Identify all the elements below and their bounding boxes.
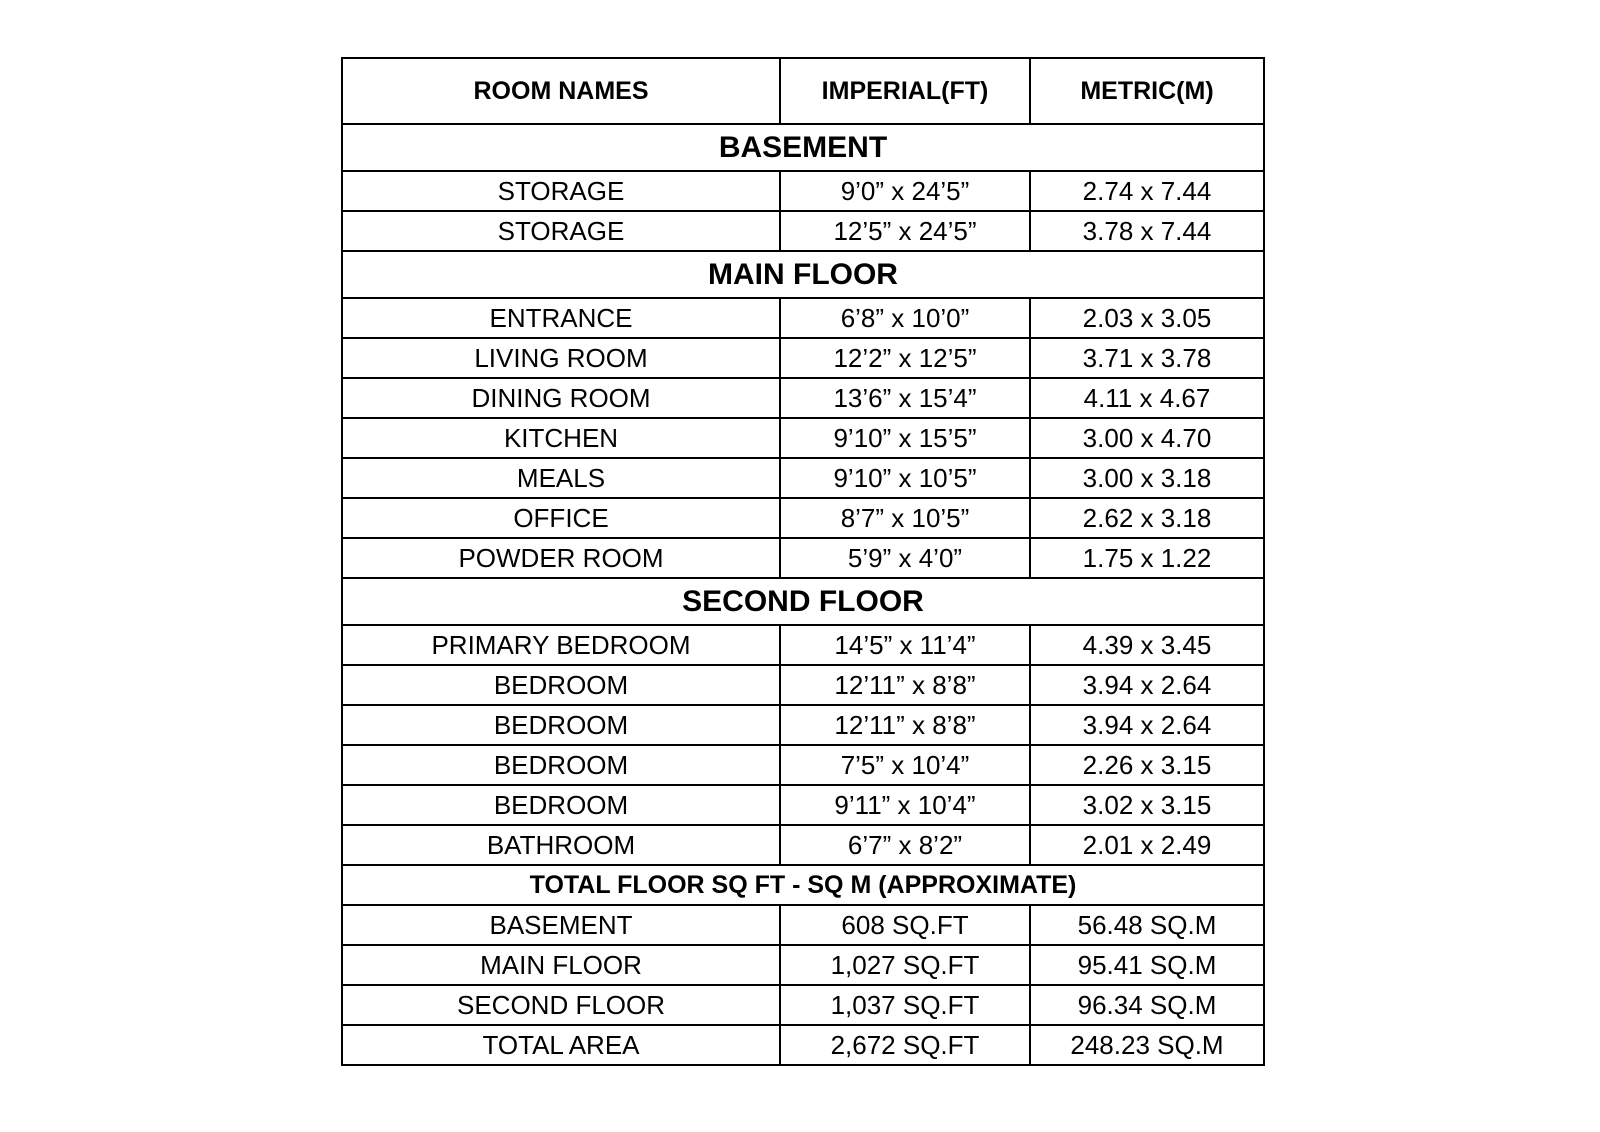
header-room-names: ROOM NAMES: [342, 58, 780, 124]
imperial-cell: 9’10” x 15’5”: [780, 418, 1030, 458]
room-name-cell: DINING ROOM: [342, 378, 780, 418]
imperial-cell: 1,037 SQ.FT: [780, 985, 1030, 1025]
imperial-cell: 1,027 SQ.FT: [780, 945, 1030, 985]
section-title-row: [342, 124, 1264, 171]
table-row: [342, 298, 1264, 338]
metric-cell: 4.39 x 3.45: [1030, 625, 1264, 665]
section-title-row: [342, 865, 1264, 905]
section-title-second-floor: SECOND FLOOR: [342, 578, 1264, 625]
room-name-cell: BEDROOM: [342, 785, 780, 825]
metric-cell: 2.26 x 3.15: [1030, 745, 1264, 785]
metric-cell: 3.02 x 3.15: [1030, 785, 1264, 825]
imperial-cell: 608 SQ.FT: [780, 905, 1030, 945]
metric-cell: 3.94 x 2.64: [1030, 705, 1264, 745]
metric-cell: 2.62 x 3.18: [1030, 498, 1264, 538]
section-title-row: [342, 578, 1264, 625]
table-row: [342, 905, 1264, 945]
room-name-cell: POWDER ROOM: [342, 538, 780, 578]
room-name-cell: ENTRANCE: [342, 298, 780, 338]
imperial-cell: 12’2” x 12’5”: [780, 338, 1030, 378]
room-name-cell: SECOND FLOOR: [342, 985, 780, 1025]
room-name-cell: TOTAL AREA: [342, 1025, 780, 1065]
room-name-cell: MAIN FLOOR: [342, 945, 780, 985]
metric-cell: 96.34 SQ.M: [1030, 985, 1264, 1025]
table-row: [342, 458, 1264, 498]
room-name-cell: LIVING ROOM: [342, 338, 780, 378]
imperial-cell: 8’7” x 10’5”: [780, 498, 1030, 538]
imperial-cell: 9’10” x 10’5”: [780, 458, 1030, 498]
imperial-cell: 2,672 SQ.FT: [780, 1025, 1030, 1065]
section-title-main-floor: MAIN FLOOR: [342, 251, 1264, 298]
table-header-row: [342, 58, 1264, 124]
imperial-cell: 6’7” x 8’2”: [780, 825, 1030, 865]
metric-cell: 4.11 x 4.67: [1030, 378, 1264, 418]
room-name-cell: STORAGE: [342, 211, 780, 251]
imperial-cell: 6’8” x 10’0”: [780, 298, 1030, 338]
room-name-cell: BEDROOM: [342, 665, 780, 705]
room-name-cell: OFFICE: [342, 498, 780, 538]
table-row: [342, 378, 1264, 418]
metric-cell: 2.74 x 7.44: [1030, 171, 1264, 211]
header-imperial: IMPERIAL(FT): [780, 58, 1030, 124]
metric-cell: 3.78 x 7.44: [1030, 211, 1264, 251]
table-row: [342, 985, 1264, 1025]
metric-cell: 3.00 x 3.18: [1030, 458, 1264, 498]
metric-cell: 3.00 x 4.70: [1030, 418, 1264, 458]
room-name-cell: KITCHEN: [342, 418, 780, 458]
imperial-cell: 12’11” x 8’8”: [780, 665, 1030, 705]
imperial-cell: 13’6” x 15’4”: [780, 378, 1030, 418]
table-row: [342, 665, 1264, 705]
imperial-cell: 5’9” x 4’0”: [780, 538, 1030, 578]
room-name-cell: MEALS: [342, 458, 780, 498]
imperial-cell: 9’0” x 24’5”: [780, 171, 1030, 211]
room-dimensions-table: [341, 57, 1265, 1066]
table-row: [342, 825, 1264, 865]
metric-cell: 2.03 x 3.05: [1030, 298, 1264, 338]
imperial-cell: 9’11” x 10’4”: [780, 785, 1030, 825]
section-title-basement: BASEMENT: [342, 124, 1264, 171]
section-title-total-floor-area: TOTAL FLOOR SQ FT - SQ M (APPROXIMATE): [342, 865, 1264, 905]
room-name-cell: PRIMARY BEDROOM: [342, 625, 780, 665]
imperial-cell: 12’11” x 8’8”: [780, 705, 1030, 745]
imperial-cell: 12’5” x 24’5”: [780, 211, 1030, 251]
imperial-cell: 14’5” x 11’4”: [780, 625, 1030, 665]
table-row: [342, 211, 1264, 251]
table-row: [342, 418, 1264, 458]
metric-cell: 1.75 x 1.22: [1030, 538, 1264, 578]
section-title-row: [342, 251, 1264, 298]
room-name-cell: BEDROOM: [342, 745, 780, 785]
table-row: [342, 745, 1264, 785]
room-name-cell: STORAGE: [342, 171, 780, 211]
room-name-cell: BATHROOM: [342, 825, 780, 865]
metric-cell: 56.48 SQ.M: [1030, 905, 1264, 945]
table-row: [342, 625, 1264, 665]
table-row: [342, 785, 1264, 825]
table-row: [342, 338, 1264, 378]
table-row: [342, 538, 1264, 578]
room-name-cell: BASEMENT: [342, 905, 780, 945]
table-row: [342, 945, 1264, 985]
table-row: [342, 705, 1264, 745]
metric-cell: 2.01 x 2.49: [1030, 825, 1264, 865]
table-row: [342, 498, 1264, 538]
metric-cell: 95.41 SQ.M: [1030, 945, 1264, 985]
table-row: [342, 1025, 1264, 1065]
imperial-cell: 7’5” x 10’4”: [780, 745, 1030, 785]
metric-cell: 3.71 x 3.78: [1030, 338, 1264, 378]
table-row: [342, 171, 1264, 211]
room-name-cell: BEDROOM: [342, 705, 780, 745]
metric-cell: 248.23 SQ.M: [1030, 1025, 1264, 1065]
metric-cell: 3.94 x 2.64: [1030, 665, 1264, 705]
header-metric: METRIC(M): [1030, 58, 1264, 124]
